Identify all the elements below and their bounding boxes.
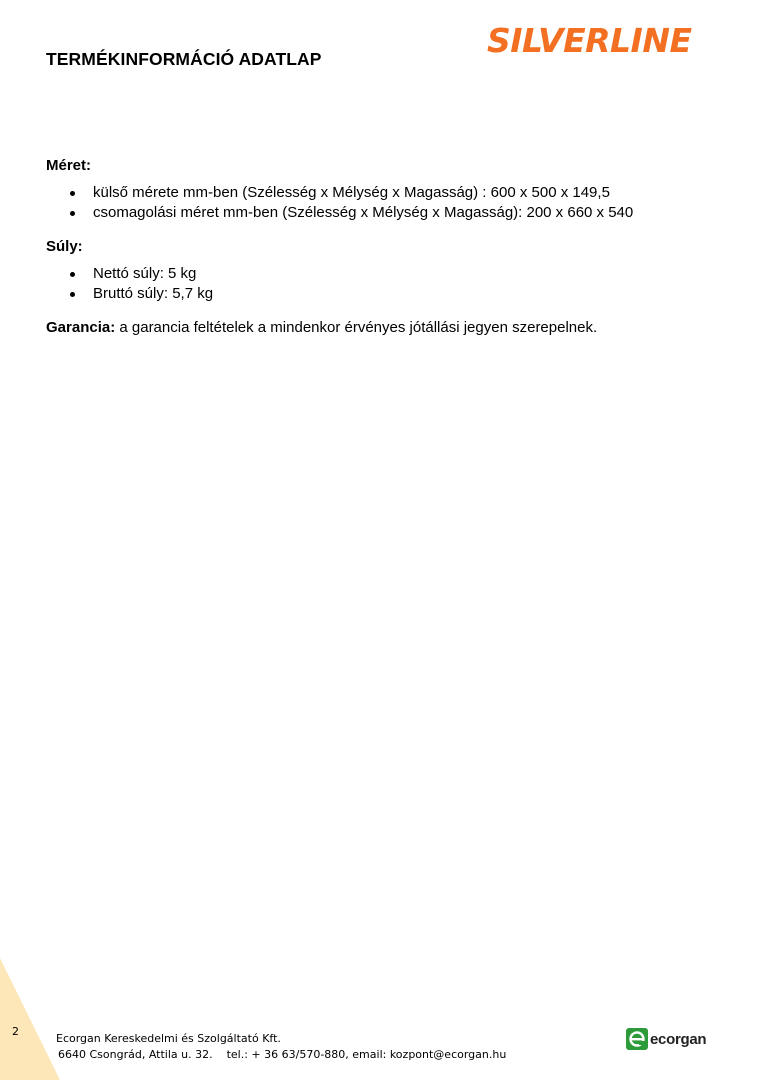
page-title: TERMÉKINFORMÁCIÓ ADATLAP bbox=[46, 49, 322, 69]
weight-heading: Súly: bbox=[46, 238, 83, 255]
size-list bbox=[46, 183, 633, 223]
footer-contact: tel.: + 36 63/570-880, email: kozpont@ecorgan.hu bbox=[226, 1048, 507, 1061]
list-item: csomagolási méret mm-ben (Szélesség x Mélység x Magasság): 200 x 660 x 540 bbox=[46, 203, 633, 223]
guarantee-paragraph bbox=[46, 319, 597, 336]
footer-address bbox=[58, 1048, 506, 1061]
bullet-icon bbox=[70, 211, 75, 216]
weight-list bbox=[46, 264, 213, 304]
footer-company: Ecorgan Kereskedelmi és Szolgáltató Kft. bbox=[56, 1032, 281, 1045]
ecorgan-wordmark: ecorgan bbox=[650, 1030, 707, 1048]
ecorgan-mark-icon bbox=[626, 1028, 648, 1050]
guarantee-text: a garancia feltételek a mindenkor érvényes jótállási jegyen szerepelnek. bbox=[115, 319, 598, 336]
footer-street: 6640 Csongrád, Attila u. 32. bbox=[58, 1048, 213, 1061]
bullet-icon bbox=[70, 191, 75, 196]
silverline-logo: SILVERLINE bbox=[487, 21, 692, 60]
guarantee-label: Garancia: bbox=[46, 319, 116, 336]
corner-decoration bbox=[0, 958, 60, 1080]
page-number: 2 bbox=[12, 1025, 19, 1038]
size-heading: Méret: bbox=[46, 157, 92, 174]
list-item: Bruttó súly: 5,7 kg bbox=[46, 284, 213, 304]
bullet-icon bbox=[70, 272, 75, 277]
ecorgan-logo bbox=[626, 1028, 706, 1050]
list-item: Nettó súly: 5 kg bbox=[46, 264, 213, 284]
list-item: külső mérete mm-ben (Szélesség x Mélység x Magasság) : 600 x 500 x 149,5 bbox=[46, 183, 633, 203]
bullet-icon bbox=[70, 292, 75, 297]
